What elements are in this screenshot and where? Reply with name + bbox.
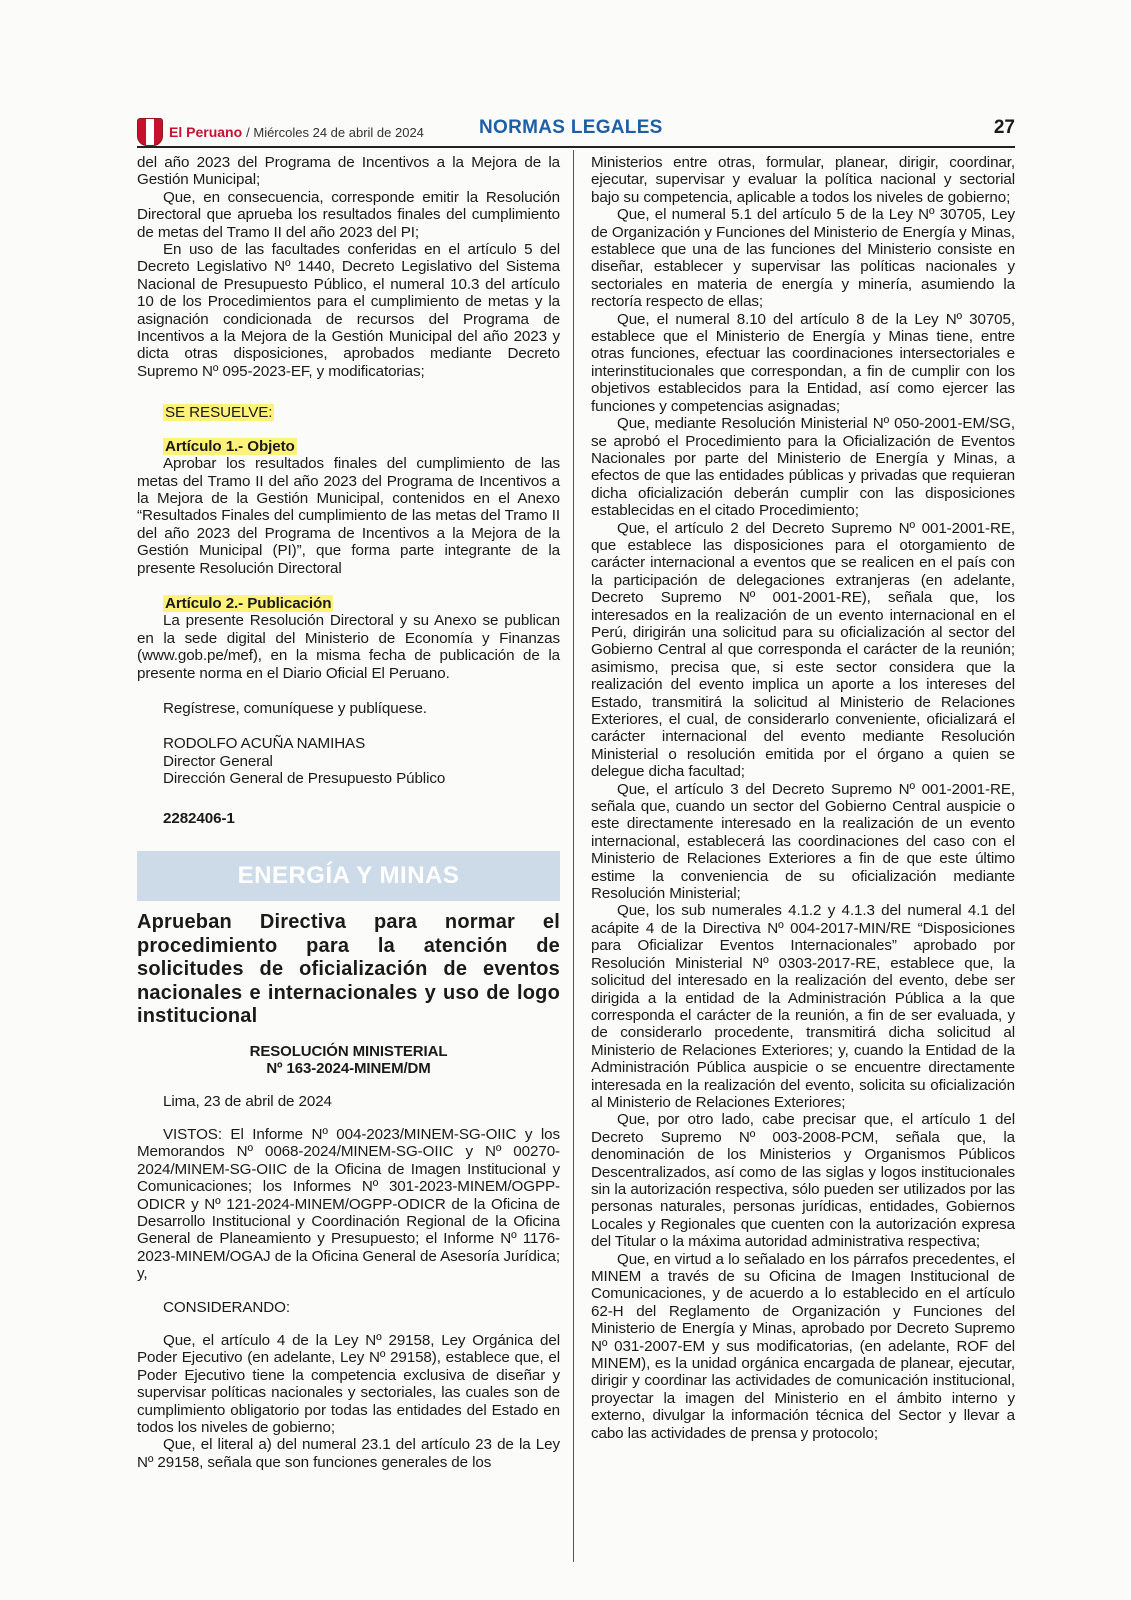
resolution-heading xyxy=(137,1043,560,1077)
resolution-type: RESOLUCIÓN MINISTERIAL xyxy=(249,1042,448,1060)
paragraph: Que, el numeral 8.10 del artículo 8 de la Ley Nº 30705, establece que el Ministerio de Energía y Minas tiene, entre otras funciones, efectuar las coordinaciones intersectoriales e interinstitucionales que correspondan, a fin de cumplir con los objetivos establecidos para la Entidad, así como ejercer las funciones y competencias asignadas; xyxy=(591,310,1015,415)
article-2-text: La presente Resolución Directoral y su Anexo se publican en la sede digital del Ministerio de Economía y Finanzas (www.gob.pe/mef), en la misma fecha de publicación de la presente norma en el Diario Oficial El Peruano. xyxy=(137,612,560,682)
issue-date: / Miércoles 24 de abril de 2024 xyxy=(246,124,424,140)
vistos-paragraph: VISTOS: El Informe Nº 004-2023/MINEM-SG-OIIC y los Memorandos Nº 0068-2024/MINEM-SG-OIIC y Nº 00270-2024/MINEM-SG-OIIC de la Oficina de Imagen Institucional y Comunicaciones; los Informes Nº 301-2023-MINEM/OGPP-ODICR y Nº 121-2024-MINEM/OGPP-ODICR de la Oficina de Desarrollo Institucional y Coordinación Regional de la Oficina General de Planeamiento y Presupuesto; el Informe Nº 1176-2023-MINEM/OGAJ de la Oficina General de Asesoría Jurídica; y, xyxy=(137,1125,560,1283)
section-title: NORMAS LEGALES xyxy=(479,117,663,138)
resolve-heading xyxy=(163,404,560,421)
paragraph: Que, por otro lado, cabe precisar que, el artículo 1 del Decreto Supremo Nº 003-2008-PCM, señala que, la denominación de los Ministerios y Organismos Públicos Descentralizados, así como de las siglas y logos institucionales sin la autorización respectiva, sólo pueden ser utilizados por las personas naturales, personas jurídicas, entidades, Gobiernos Locales y Regionales que cuenten con la autorización expresa del Titular o la máxima autoridad administrativa respectiva; xyxy=(591,1111,1015,1251)
masthead xyxy=(137,118,424,146)
shield-logo-icon xyxy=(137,118,163,146)
paragraph: Ministerios entre otras, formular, planear, dirigir, coordinar, ejecutar, supervisar y evaluar la política nacional y sectorial bajo su competencia, aplicable a todos los niveles de gobierno; xyxy=(591,154,1015,206)
article-1-text: Aprobar los resultados finales del cumplimiento de las metas del Tramo II del año 2023 del Programa de Incentivos a la Mejora de la Gestión Municipal, contenidos en el Anexo “Resultados Finales del cumplimiento de las metas del Tramo II del año 2023 del Programa de Incentivos a la Mejora de la Gestión Municipal (PI)”, que forma parte integrante de la presente Resolución Directoral xyxy=(137,455,560,577)
place-date: Lima, 23 de abril de 2024 xyxy=(163,1092,332,1110)
signer-office: Dirección General de Presupuesto Público xyxy=(163,770,446,788)
document-title: Aprueban Directiva para normar el procedimiento para la atención de solicitudes de oficialización de eventos nacionales e internacionales y uso de logo institucional xyxy=(137,911,560,1027)
paragraph: Que, en virtud a lo señalado en los párrafos precedentes, el MINEM a través de su Oficina de Imagen Institucional de Comunicaciones, y de acuerdo a lo establecido en el artículo 62-H del Reglamento de Organización y Funciones del Ministerio de Energía y Minas, aprobado por Decreto Supremo Nº 031-2007-EM y sus modificatorias, (en adelante, ROF del MINEM), es la unidad orgánica encargada de planear, ejecutar, dirigir y coordinar las actividades de comunicación institucional, proyectar la imagen del Ministerio en el ámbito interno y externo, divulgar la información técnica del Sector y llevar a cabo las actividades de prensa y protocolo; xyxy=(591,1250,1015,1442)
considerando-heading: CONSIDERANDO: xyxy=(163,1298,290,1316)
signer-role: Director General xyxy=(163,752,273,770)
page-number: 27 xyxy=(993,117,1015,138)
paragraph: Que, el literal a) del numeral 23.1 del artículo 23 de la Ley Nº 29158, señala que son funciones generales de los xyxy=(137,1436,560,1471)
article-2-title: Artículo 2.- Publicación xyxy=(165,594,332,612)
left-column xyxy=(137,154,560,1471)
paragraph: del año 2023 del Programa de Incentivos a la Mejora de la Gestión Municipal; xyxy=(137,154,560,189)
paragraph: Que, el artículo 4 de la Ley Nº 29158, Ley Orgánica del Poder Ejecutivo (en adelante, Ley Nº 29158), establece que, el Poder Ejecutivo tiene la competencia exclusiva de diseñar y supervisar políticas nacionales y sectoriales, las cuales son de cumplimiento obligatorio por todas las entidades del Estado en todos los niveles de gobierno; xyxy=(137,1331,560,1436)
article-2-heading xyxy=(163,595,560,612)
paragraph: Que, mediante Resolución Ministerial Nº 050-2001-EM/SG, se aprobó el Procedimiento para la Oficialización de Eventos Nacionales por parte del Ministerio de Energía y Minas, a efectos de que las entidades públicas y privadas que requieran dicha oficialización deberán cumplir con las disposiciones establecidas en el citado Procedimiento; xyxy=(591,415,1015,520)
publication-code: 2282406-1 xyxy=(163,809,235,827)
paragraph: Que, en consecuencia, corresponde emitir la Resolución Directoral que aprueba los resultados finales del cumplimiento de metas del Tramo II del año 2023 del PI; xyxy=(137,188,560,241)
column-divider xyxy=(573,150,574,1562)
paragraph: Que, el artículo 3 del Decreto Supremo Nº 001-2001-RE, señala que, cuando un sector del Gobierno Central auspicie o este directamente interesado en la realización de un evento internacional, establecerá las coordinaciones del caso con el Ministerio de Relaciones Exteriores a fin de que este último estime la conveniencia de su oficialización mediante Resolución Ministerial; xyxy=(591,780,1015,903)
brand-name: El Peruano xyxy=(169,124,243,140)
right-column xyxy=(591,154,1015,1442)
article-1-heading xyxy=(163,438,560,455)
paragraph: Que, los sub numerales 4.1.2 y 4.1.3 del numeral 4.1 del acápite 4 de la Directiva Nº 004-2017-MIN/RE “Disposiciones para Oficializar Eventos Internacionales” aprobado por Resolución Ministerial Nº 0303-2017-RE, establece que, la solicitud del interesado en la realización del evento, debe ser dirigida a la entidad de la Administración Pública a la que corresponda el carácter de la reunión, a fin de ser evaluada, y de considerarlo procedente, transmitirá dicha solicitud al Ministerio de Relaciones Exteriores; y, cuando la Entidad de la Administración Pública auspicie o se encuentre directamente interesada en la realización del evento, solicita su oficialización al Ministerio de Relaciones Exteriores; xyxy=(591,902,1015,1111)
resolution-number: Nº 163-2024-MINEM/DM xyxy=(266,1059,431,1077)
paragraph: En uso de las facultades conferidas en el artículo 5 del Decreto Legislativo Nº 1440, Decreto Legislativo del Sistema Nacional de Presupuesto Público, el numeral 10.3 del artículo 10 de los Procedimientos para el cumplimiento de metas y la asignación condicionada de recursos del Programa de Incentivos a la Mejora de la Gestión Municipal del año 2023 y dicta otras disposiciones, aprobados mediante Decreto Supremo Nº 095-2023-EF, y modificatorias; xyxy=(137,241,560,380)
page-header xyxy=(137,116,1015,148)
article-1-title: Artículo 1.- Objeto xyxy=(165,437,295,455)
paragraph: Que, el numeral 5.1 del artículo 5 de la Ley Nº 30705, Ley de Organización y Funciones del Ministerio de Energía y Minas, establece que una de las funciones del Ministerio consiste en diseñar, establecer y supervisar las políticas nacionales y sectoriales en materia de energía y minería, asumiendo la rectoría respecto de ellas; xyxy=(591,206,1015,311)
paragraph: Que, el artículo 2 del Decreto Supremo Nº 001-2001-RE, que establece las disposiciones para el otorgamiento de carácter internacional a eventos que se realicen en el país con la participación de delegaciones extranjeras (en adelante, Decreto Supremo Nº 001-2001-RE), señala que, los interesados en la realización de un evento internacional en el Perú, dirigirán una solicitud para su oficialización al sector del Gobierno Central al que corresponda el carácter de la reunión; asimismo, precisa que, si este sector considera que la realización del evento implica un aporte a los intereses del Estado, transmitirá la solicitud al Ministerio de Relaciones Exteriores, el cual, de considerarlo conveniente, oficializará el carácter internacional del evento mediante Resolución Ministerial o resolución emitida por el órgano a quien se delegue dicha facultad; xyxy=(591,519,1015,781)
section-band: ENERGÍA Y MINAS xyxy=(137,851,560,901)
signer-name: RODOLFO ACUÑA NAMIHAS xyxy=(163,735,366,753)
closing-formula: Regístrese, comuníquese y publíquese. xyxy=(163,699,427,717)
resolve-label: SE RESUELVE: xyxy=(165,404,273,422)
